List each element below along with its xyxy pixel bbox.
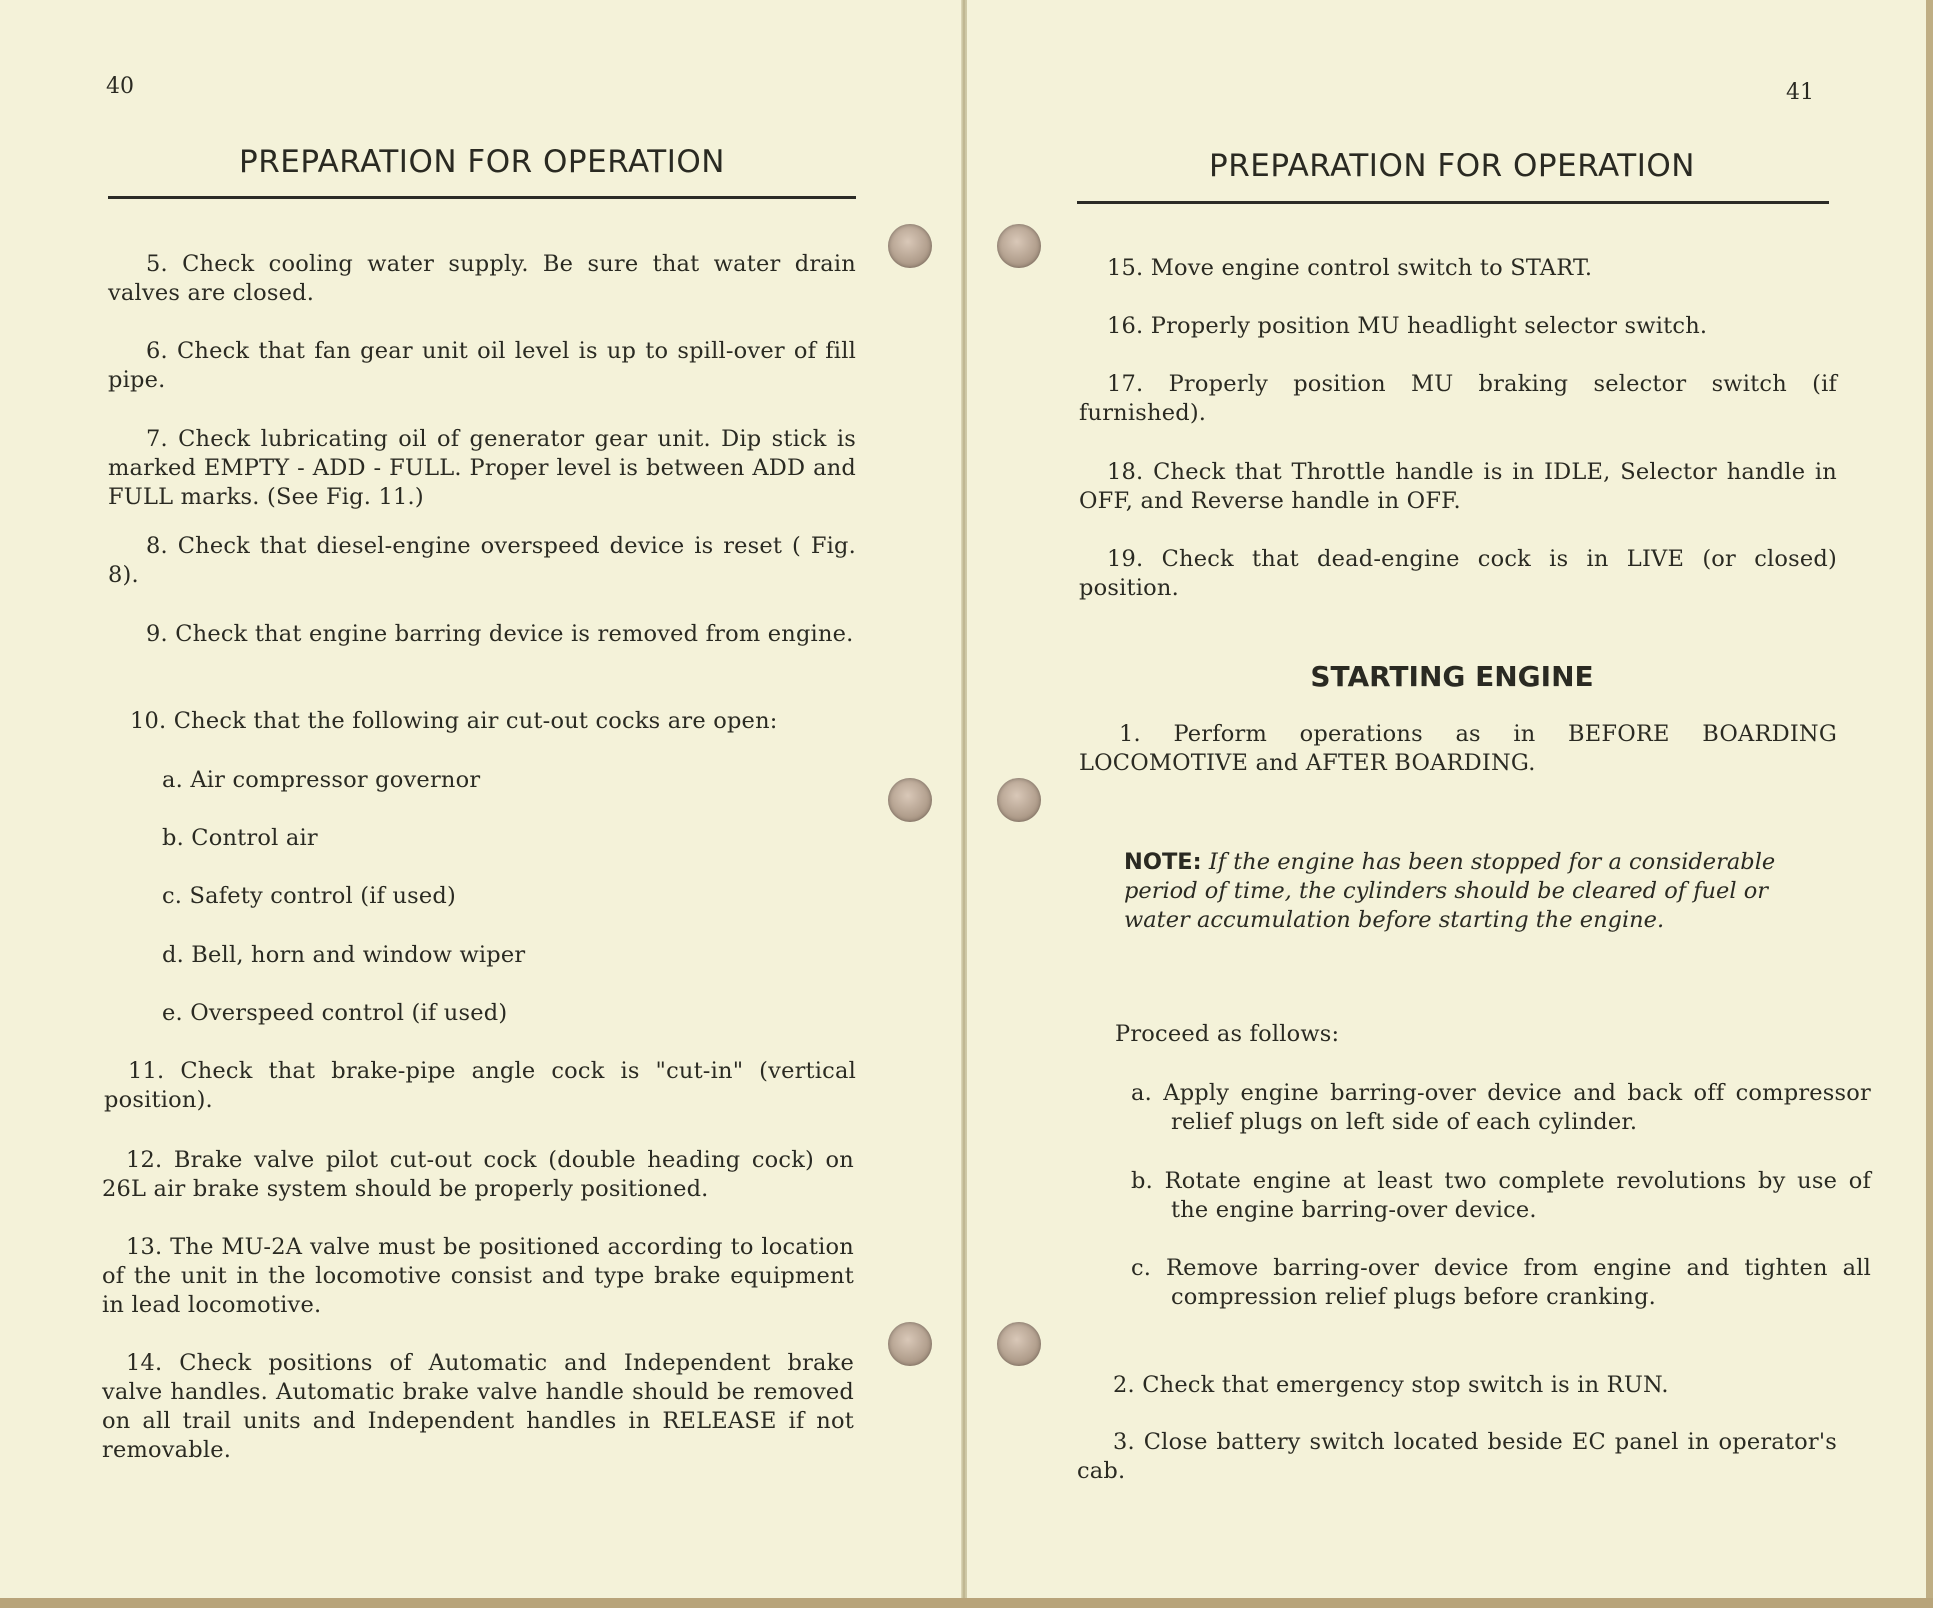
item-7: 7. Check lubricating oil of generator gear unit. Dip stick is marked EMPTY - ADD - FULL. Proper level is between ADD and FULL marks. (See Fig. 11.): [108, 426, 856, 510]
step-a: a. Apply engine barring-over device and back off compressor relief plugs on left side of each cylinder.: [1131, 1080, 1871, 1135]
heading-rule: [108, 196, 856, 199]
page-heading: PREPARATION FOR OPERATION: [239, 144, 725, 180]
item-19: 19. Check that dead-engine cock is in LIVE (or closed) position.: [1079, 546, 1837, 601]
item-15: 15. Move engine control switch to START.: [1107, 255, 1593, 281]
note-block: [1124, 848, 1784, 935]
item-14: 14. Check positions of Automatic and Independent brake valve handles. Automatic brake valve handle should be removed on all trail units and Independent handles in RELEASE if not removable.: [102, 1350, 854, 1463]
binder-hole: [997, 778, 1041, 822]
item-6: 6. Check that fan gear unit oil level is up to spill-over of fill pipe.: [108, 338, 856, 393]
proceed-text: Proceed as follows:: [1115, 1021, 1340, 1047]
page-heading: PREPARATION FOR OPERATION: [1209, 148, 1695, 184]
item-10e: e. Overspeed control (if used): [162, 1000, 508, 1026]
item-16: 16. Properly position MU headlight selector switch.: [1107, 313, 1708, 339]
item-10a: a. Air compressor governor: [162, 767, 481, 793]
binder-hole: [888, 224, 932, 268]
starting-step-2: 2. Check that emergency stop switch is in RUN.: [1113, 1372, 1669, 1398]
step-b: b. Rotate engine at least two complete revolutions by use of the engine barring-over device.: [1131, 1168, 1871, 1223]
item-5: 5. Check cooling water supply. Be sure that water drain valves are closed.: [108, 251, 856, 306]
note-text: If the engine has been stopped for a considerable period of time, the cylinders should be cleared of fuel or water accumulation before starting the engine.: [1124, 849, 1776, 933]
item-10b: b. Control air: [162, 825, 318, 851]
section-title: STARTING ENGINE: [1310, 660, 1594, 693]
binder-hole: [888, 778, 932, 822]
item-12: 12. Brake valve pilot cut-out cock (double heading cock) on 26L air brake system should be properly positioned.: [102, 1147, 854, 1202]
right-page: [966, 0, 1926, 1598]
left-page: [0, 0, 963, 1598]
starting-step-1: 1. Perform operations as in BEFORE BOARDING LOCOMOTIVE and AFTER BOARDING.: [1079, 721, 1837, 776]
item-10: 10. Check that the following air cut-out cocks are open:: [130, 708, 778, 734]
page-number: 40: [106, 74, 134, 99]
item-8: 8. Check that diesel-engine overspeed device is reset ( Fig. 8).: [108, 533, 856, 588]
item-10d: d. Bell, horn and window wiper: [162, 942, 526, 968]
item-11: 11. Check that brake-pipe angle cock is "cut-in" (vertical position).: [104, 1058, 856, 1113]
page-number: 41: [1786, 80, 1814, 105]
item-18: 18. Check that Throttle handle is in IDLE, Selector handle in OFF, and Reverse handle in OFF.: [1079, 459, 1837, 514]
binder-hole: [997, 1322, 1041, 1366]
starting-step-3: 3. Close battery switch located beside EC panel in operator's cab.: [1077, 1429, 1837, 1484]
item-10c: c. Safety control (if used): [162, 883, 456, 909]
step-c: c. Remove barring-over device from engine and tighten all compression relief plugs before cranking.: [1131, 1255, 1871, 1310]
binder-hole: [997, 224, 1041, 268]
item-9: 9. Check that engine barring device is removed from engine.: [146, 621, 854, 647]
heading-rule: [1077, 201, 1829, 204]
item-17: 17. Properly position MU braking selector switch (if furnished).: [1079, 371, 1837, 426]
binder-hole: [888, 1322, 932, 1366]
item-13: 13. The MU-2A valve must be positioned according to location of the unit in the locomotive consist and type brake equipment in lead locomotive.: [102, 1234, 854, 1318]
book-bottom-edge: [0, 1598, 1933, 1608]
note-label: NOTE:: [1124, 849, 1202, 875]
